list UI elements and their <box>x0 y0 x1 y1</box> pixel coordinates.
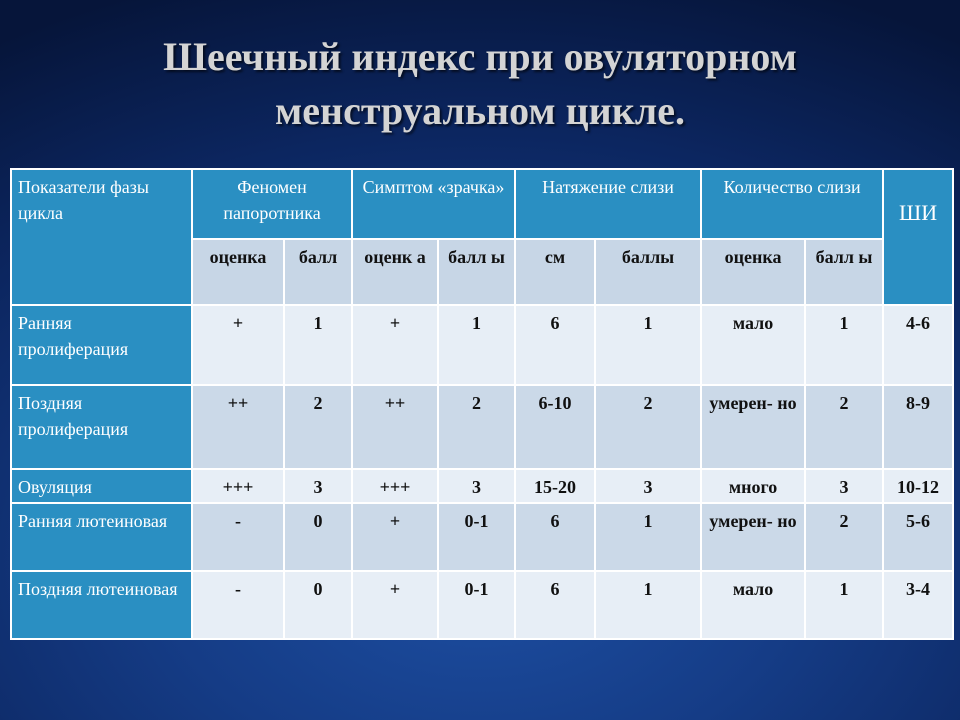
cell-fern-points: 2 <box>284 385 352 469</box>
cell-fern-points: 0 <box>284 571 352 639</box>
cell-pupil-points: 1 <box>438 305 515 385</box>
subheader-pupil-points: балл ы <box>438 239 515 305</box>
cell-quantity-points: 1 <box>805 305 883 385</box>
subheader-tension-cm: см <box>515 239 595 305</box>
cell-fern-score: ++ <box>192 385 284 469</box>
title-line-2: менструальном цикле. <box>275 88 685 133</box>
row-phase: Ранняя пролиферация <box>11 305 192 385</box>
row-phase: Овуляция <box>11 469 192 503</box>
cell-shi: 4-6 <box>883 305 953 385</box>
cell-tension-points: 1 <box>595 305 701 385</box>
cell-shi: 3-4 <box>883 571 953 639</box>
header-fern: Феномен папоротника <box>192 169 352 239</box>
cell-pupil-points: 0-1 <box>438 571 515 639</box>
subheader-fern-points: балл <box>284 239 352 305</box>
cell-tension-cm: 6-10 <box>515 385 595 469</box>
cell-quantity-score: мало <box>701 305 805 385</box>
cell-fern-points: 3 <box>284 469 352 503</box>
cell-quantity-score: много <box>701 469 805 503</box>
cell-pupil-score: ++ <box>352 385 438 469</box>
header-shi: ШИ <box>883 169 953 305</box>
row-phase: Ранняя лютеиновая <box>11 503 192 571</box>
row-phase: Поздняя пролиферация <box>11 385 192 469</box>
table-row <box>11 305 953 385</box>
cell-pupil-score: + <box>352 305 438 385</box>
cell-fern-score: - <box>192 571 284 639</box>
cell-quantity-points: 3 <box>805 469 883 503</box>
cell-tension-cm: 6 <box>515 305 595 385</box>
cell-tension-points: 1 <box>595 571 701 639</box>
cervical-index-table <box>10 168 954 640</box>
cell-shi: 5-6 <box>883 503 953 571</box>
header-pupil: Симптом «зрачка» <box>352 169 515 239</box>
cell-tension-points: 1 <box>595 503 701 571</box>
cell-quantity-score: умерен- но <box>701 385 805 469</box>
header-row <box>11 169 953 239</box>
cell-pupil-points: 3 <box>438 469 515 503</box>
cell-fern-score: + <box>192 305 284 385</box>
cell-fern-points: 1 <box>284 305 352 385</box>
cell-quantity-score: мало <box>701 571 805 639</box>
cell-tension-cm: 6 <box>515 503 595 571</box>
cell-fern-score: - <box>192 503 284 571</box>
header-quantity: Количество слизи <box>701 169 883 239</box>
cell-pupil-points: 2 <box>438 385 515 469</box>
cell-tension-points: 2 <box>595 385 701 469</box>
cell-shi: 10-12 <box>883 469 953 503</box>
cell-quantity-points: 2 <box>805 385 883 469</box>
cell-shi: 8-9 <box>883 385 953 469</box>
row-phase: Поздняя лютеиновая <box>11 571 192 639</box>
cell-tension-cm: 15-20 <box>515 469 595 503</box>
slide-title <box>0 30 960 138</box>
cell-quantity-score: умерен- но <box>701 503 805 571</box>
cell-tension-points: 3 <box>595 469 701 503</box>
cell-pupil-score: +++ <box>352 469 438 503</box>
header-indicator: Показатели фазы цикла <box>11 169 192 305</box>
subheader-fern-score: оценка <box>192 239 284 305</box>
cell-quantity-points: 2 <box>805 503 883 571</box>
subheader-tension-points: баллы <box>595 239 701 305</box>
cell-pupil-score: + <box>352 503 438 571</box>
cell-quantity-points: 1 <box>805 571 883 639</box>
table-row <box>11 469 953 503</box>
cell-fern-points: 0 <box>284 503 352 571</box>
header-tension: Натяжение слизи <box>515 169 701 239</box>
table-row <box>11 385 953 469</box>
table-row <box>11 503 953 571</box>
cell-tension-cm: 6 <box>515 571 595 639</box>
subheader-quantity-score: оценка <box>701 239 805 305</box>
subheader-quantity-points: балл ы <box>805 239 883 305</box>
cell-pupil-score: + <box>352 571 438 639</box>
cell-pupil-points: 0-1 <box>438 503 515 571</box>
subheader-pupil-score: оценк а <box>352 239 438 305</box>
title-line-1: Шеечный индекс при овуляторном <box>163 34 797 79</box>
cell-fern-score: +++ <box>192 469 284 503</box>
table-row <box>11 571 953 639</box>
